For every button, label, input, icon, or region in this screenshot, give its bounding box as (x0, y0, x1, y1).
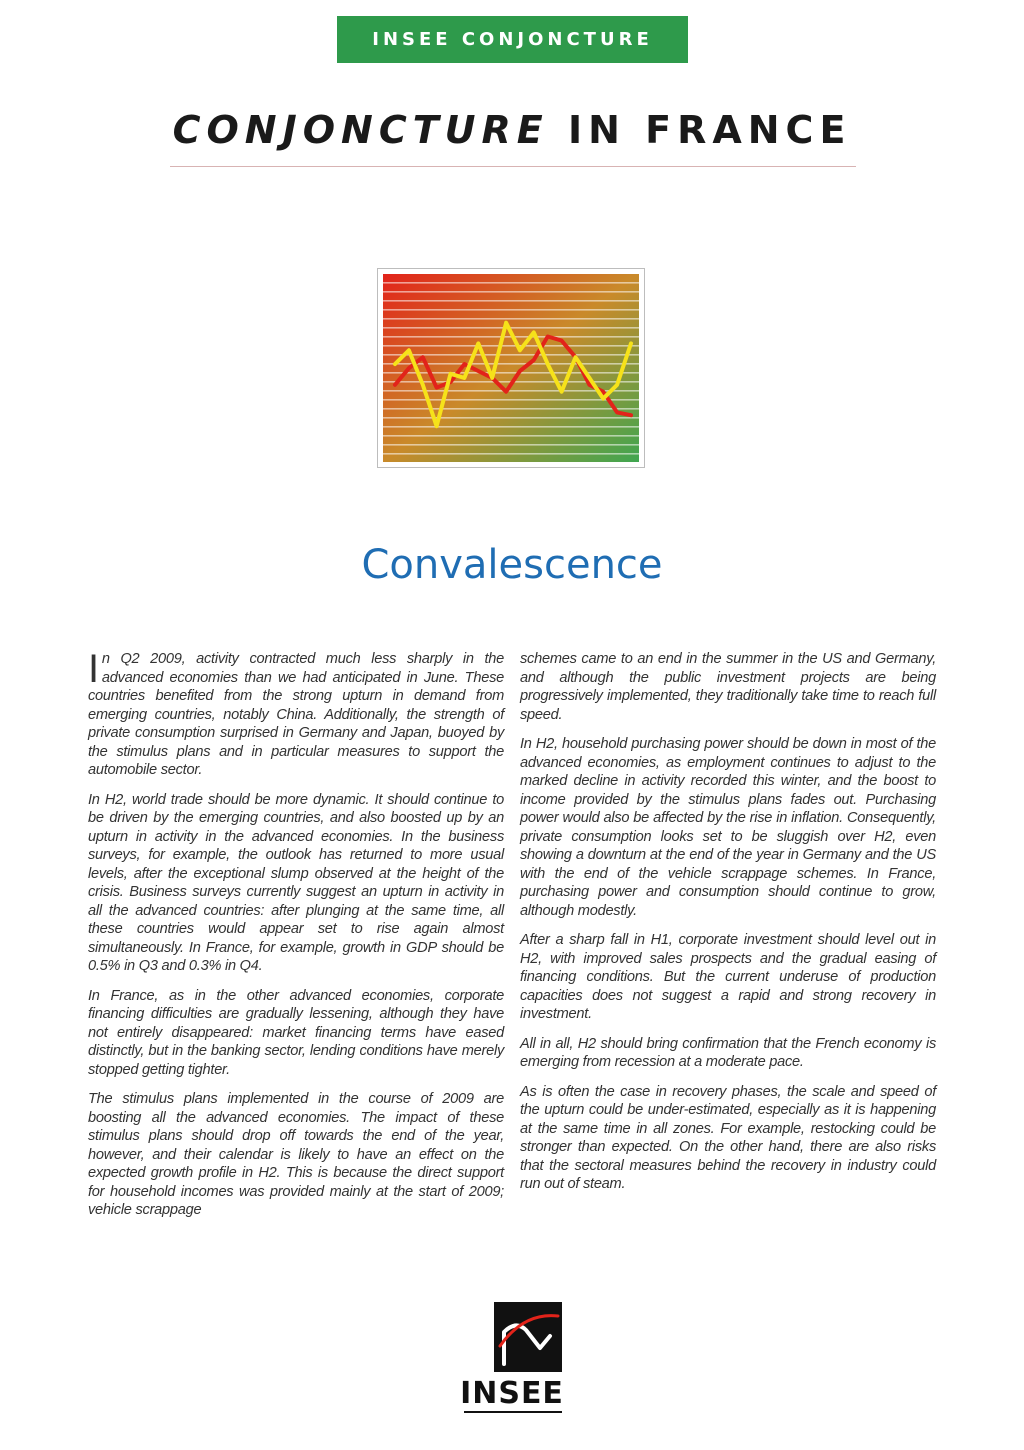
article-paragraph (88, 647, 504, 780)
illustration-stripe (383, 417, 639, 419)
section-title: Convalescence (361, 542, 663, 588)
article-column-right (520, 650, 936, 1280)
illustration-stripe (383, 453, 639, 455)
logo-underline (464, 1411, 562, 1413)
article-paragraph: In H2, household purchasing power should be down in most of the advanced economies, as employment continues to adjust to the marked decline in activity recorded this winter, and the boost to income provided by the stimulus plans fades out. Purchasing power would also be affected by the rise in inflation. Consequently, private consumption looks set to be sluggish over H2, even showing a downturn at the end of the year in Germany and the US with the end of the vehicle scrappage schemes. In France, purchasing power and consumption should continue to grow, although modestly. (520, 736, 936, 919)
publication-banner (337, 16, 688, 63)
article-paragraph: After a sharp fall in H1, corporate investment should level out in H2, with improved sales prospects and the gradual easing of financing conditions. But the current underuse of production capacities does not suggest a rapid and strong recovery in investment. (520, 932, 936, 1022)
article-paragraph: schemes came to an end in the summer in the US and Germany, and although the public investment projects are being progressively implemented, they traditionally take time to reach full speed. (520, 651, 936, 723)
illustration-stripe (383, 426, 639, 428)
illustration-background (383, 274, 639, 462)
logo-text: INSEE (460, 1376, 564, 1411)
illustration-stripe (383, 399, 639, 401)
paragraph-text: n Q2 2009, activity contracted much less sharply in the advanced economies than we had anticipated in June. These countries benefited from the strong upturn in demand from emerging countries, notably China. Additionally, the strength of private consumption surprised in Germany and Japan, buoyed by the stimulus plans and in particular measures to support the automobile sector. (88, 651, 504, 778)
title-divider (170, 166, 856, 167)
illustration-stripe (383, 363, 639, 365)
page-title-italic: CONJONCTURE (172, 108, 549, 152)
article-paragraph: The stimulus plans implemented in the course of 2009 are boosting all the advanced economies. The impact of these stimulus plans should drop off towards the end of the year, however, and their calendar is likely to have an effect on the expected growth profile in H2. This is because the direct support for household incomes was provided mainly at the start of 2009; vehicle scrappage (88, 1091, 504, 1218)
page-title (0, 108, 1024, 152)
illustration-stripe (383, 318, 639, 320)
illustration-stripe (383, 444, 639, 446)
illustration-stripe (383, 408, 639, 410)
illustration-stripe (383, 282, 639, 284)
article-paragraph: As is often the case in recovery phases, the scale and speed of the upturn could be under-estimated, especially as it is happening at the same time in all zones. For example, restocking could be stronger than expected. On the other hand, there are also risks that the sectoral measures behind the recovery in industry could run out of steam. (520, 1083, 936, 1192)
insee-logo (460, 1302, 564, 1412)
insee-logo-icon (494, 1302, 562, 1372)
article-paragraph: In France, as in the other advanced economies, corporate financing difficulties are gradually lessening, although they have not entirely disappeared: market financing terms have eased distinctly, but in the banking sector, lending conditions have merely stopped getting tighter. (88, 987, 504, 1078)
article-paragraph: In H2, world trade should be more dynamic. It should continue to be driven by the emerging countries, and also boosted up by an upturn in activity in the advanced economies. In the business surveys, for example, the outlook has returned to more usual levels, after the exceptional slump observed at the height of the crisis. Business surveys currently suggest an upturn in activity in all the advanced countries: after plunging at the same time, all these countries would appear set to rise again almost simultaneously. In France, for example, growth in GDP should be 0.5% in Q3 and 0.3% in Q4. (88, 791, 504, 974)
page-title-rest: IN FRANCE (548, 108, 852, 152)
drop-cap: I (88, 647, 99, 691)
illustration-stripe (383, 372, 639, 374)
banner-label: INSEE CONJONCTURE (372, 29, 653, 50)
illustration-stripe (383, 345, 639, 347)
cover-illustration (377, 268, 645, 468)
article-column-left (88, 647, 504, 1280)
illustration-stripe (383, 300, 639, 302)
illustration-stripe (383, 354, 639, 356)
article-body (88, 647, 936, 1280)
illustration-stripe (383, 435, 639, 437)
illustration-stripe (383, 291, 639, 293)
insee-logo-mark-shape (494, 1302, 562, 1372)
illustration-stripe (383, 309, 639, 311)
chart-illustration-icon (383, 274, 639, 462)
article-paragraph: All in all, H2 should bring confirmation that the French economy is emerging from recession at a moderate pace. (520, 1035, 936, 1070)
